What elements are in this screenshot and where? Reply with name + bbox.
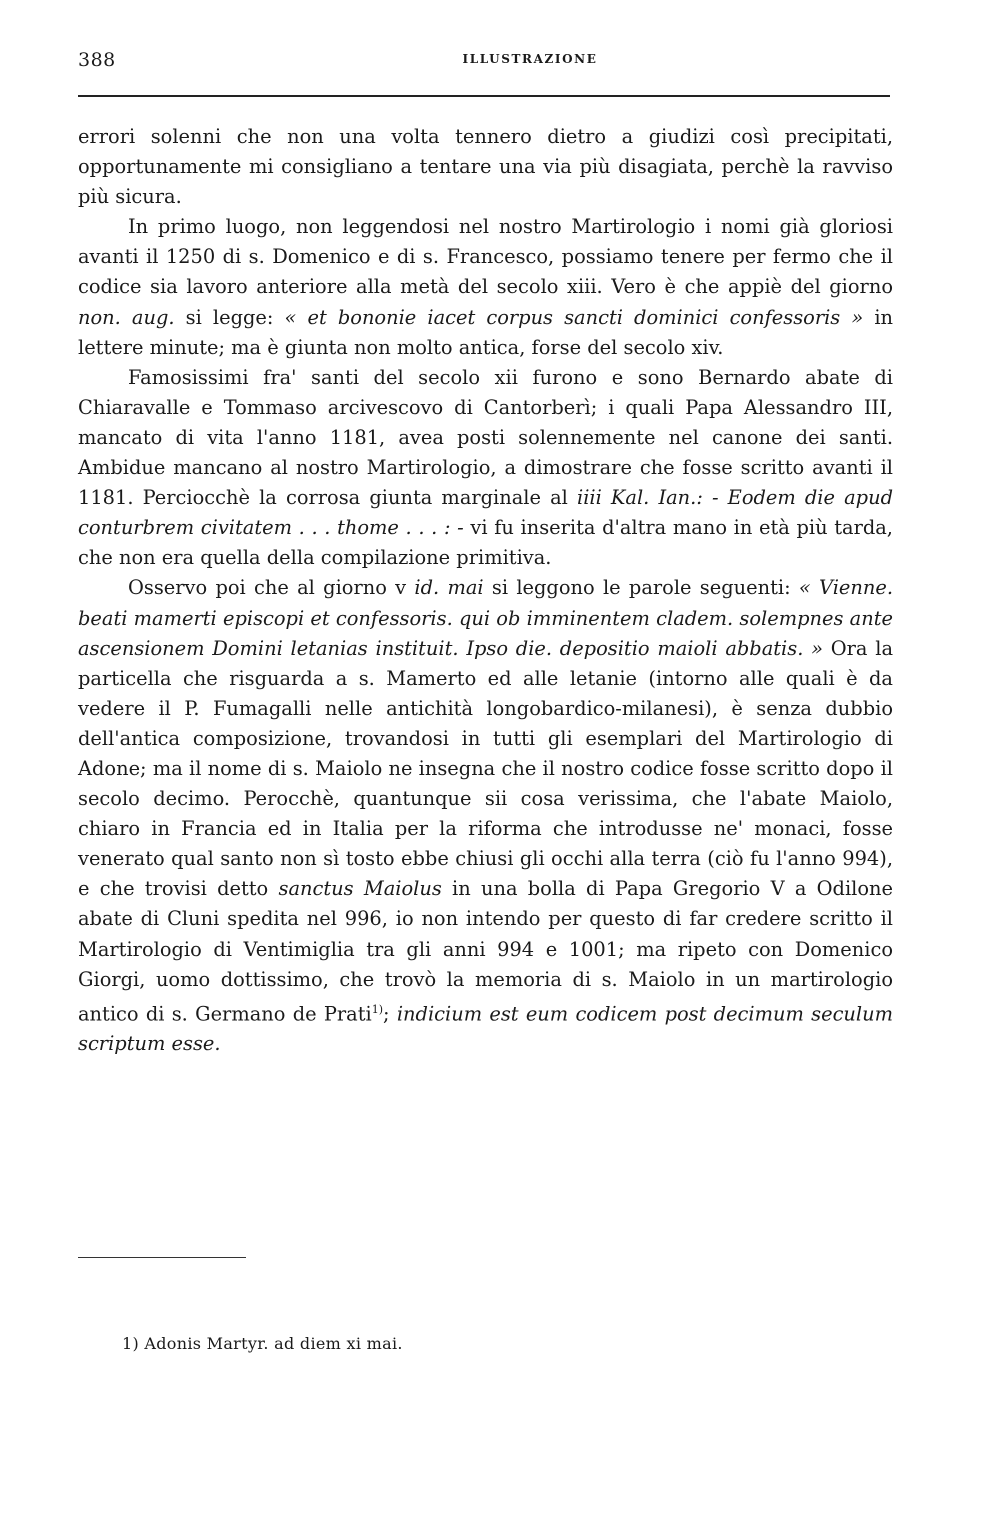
paragraph-4-text-d: in una bolla di Papa Gregorio V a Odilone abate di Cluni spedita nel 996, io non intendo per questo di far credere scritto il Martirologio di Ventimiglia tra gli anni 994 e 1001; ma ripeto con Domenico Giorgi, uomo dottissimo, che trovò la memoria di s. Maiolo in un martirologio antico di s. Germano de Prati xyxy=(78,877,894,1026)
header-rule xyxy=(78,95,890,97)
main-text xyxy=(78,122,893,1059)
paragraph-2 xyxy=(78,212,893,362)
paragraph-2-text: In primo luogo, non leggendosi nel nostro Martirologio i nomi già gloriosi avanti il 1250 di s. Domenico e di s. Francesco, possiamo tenere per fermo che il codice sia lavoro anteriore alla metà del secolo xiii. Vero è che appiè del giorno xyxy=(78,215,893,299)
paragraph-1 xyxy=(78,122,893,212)
running-title: ILLUSTRAZIONE xyxy=(462,52,598,66)
footnote-reference: 1) xyxy=(371,1002,384,1016)
latin-quote: « Vienne. beati mamerti episcopi et confessoris. qui ob imminentem cladem. solempnes ante ascensionem Domini letanias instituit. Ipso die. depositio maioli abbatis. » xyxy=(78,576,893,660)
latin-phrase: non. aug. xyxy=(78,305,175,329)
paragraph-3-text-b: vi fu inserita d'altra mano in età più tarda, che non era quella della compilazione primitiva. xyxy=(78,516,893,570)
paragraph-2-text-b: si legge: xyxy=(185,305,274,329)
paragraph-3 xyxy=(78,363,893,574)
punctuation: ; xyxy=(383,1002,390,1026)
paragraph-4-text-c: Ora la particella che risguarda a s. Mamerto ed alle letanie (intorno alle quali è da vedere il P. Fumagalli nelle antichità longobardico-milanesi), è senza dubbio dell'antica composizione, trovandosi in tutti gli esemplari del Martirologio di Adone; ma il nome di s. Maiolo ne insegna che il nostro codice fosse scritto dopo il secolo decimo. Perocchè, quantunque sii cosa verissima, che l'abate Maiolo, chiaro in Francia ed in Italia per la riforma che introdusse ne' monaci, fosse venerato qual santo non sì tosto ebbe chiusi gli occhi alla terra (ciò fu l'anno 994), e che trovisi detto xyxy=(78,636,894,901)
paragraph-4 xyxy=(78,573,893,1059)
paragraph-3-text: Famosissimi fra' santi del secolo xii furono e sono Bernardo abate di Chiaravalle e Tommaso arcivescovo di Cantorberì; i quali Papa Alessandro III, mancato di vita l'anno 1181, avea posti solennemente nel canone dei santi. Ambidue mancano al nostro Martirologio, a dimostrare che fosse scritto avanti il 1181. Perciocchè la corrosa giunta marginale al xyxy=(78,365,893,510)
paragraph-1-text: errori solenni che non una volta tennero dietro a giudizi così precipitati, opportunamente mi consigliano a tentare una via più disagiata, perchè la ravviso più sicura. xyxy=(78,125,893,209)
page-number: 388 xyxy=(78,49,116,71)
paragraph-4-text: Osservo poi che al giorno v xyxy=(128,576,407,600)
paragraph-2-text-c: in lettere minute; ma è giunta non molto antica, forse del secolo xiv. xyxy=(78,305,894,359)
latin-phrase: sanctus Maiolus xyxy=(278,877,442,901)
footnote: 1) Adonis Martyr. ad diem xi mai. xyxy=(122,1334,403,1353)
latin-quote: indicium est eum codicem post decimum seculum scriptum esse. xyxy=(78,1002,893,1056)
footnote-rule xyxy=(78,1257,246,1258)
paragraph-4-text-b: si leggono le parole seguenti: xyxy=(491,576,791,600)
latin-phrase: id. mai xyxy=(414,576,484,600)
latin-quote: iiii Kal. Ian.: - Eodem die apud conturbrem civitatem . . . thome . . . : - xyxy=(78,486,893,540)
latin-quote: « et bononie iacet corpus sancti dominici confessoris » xyxy=(284,305,864,329)
